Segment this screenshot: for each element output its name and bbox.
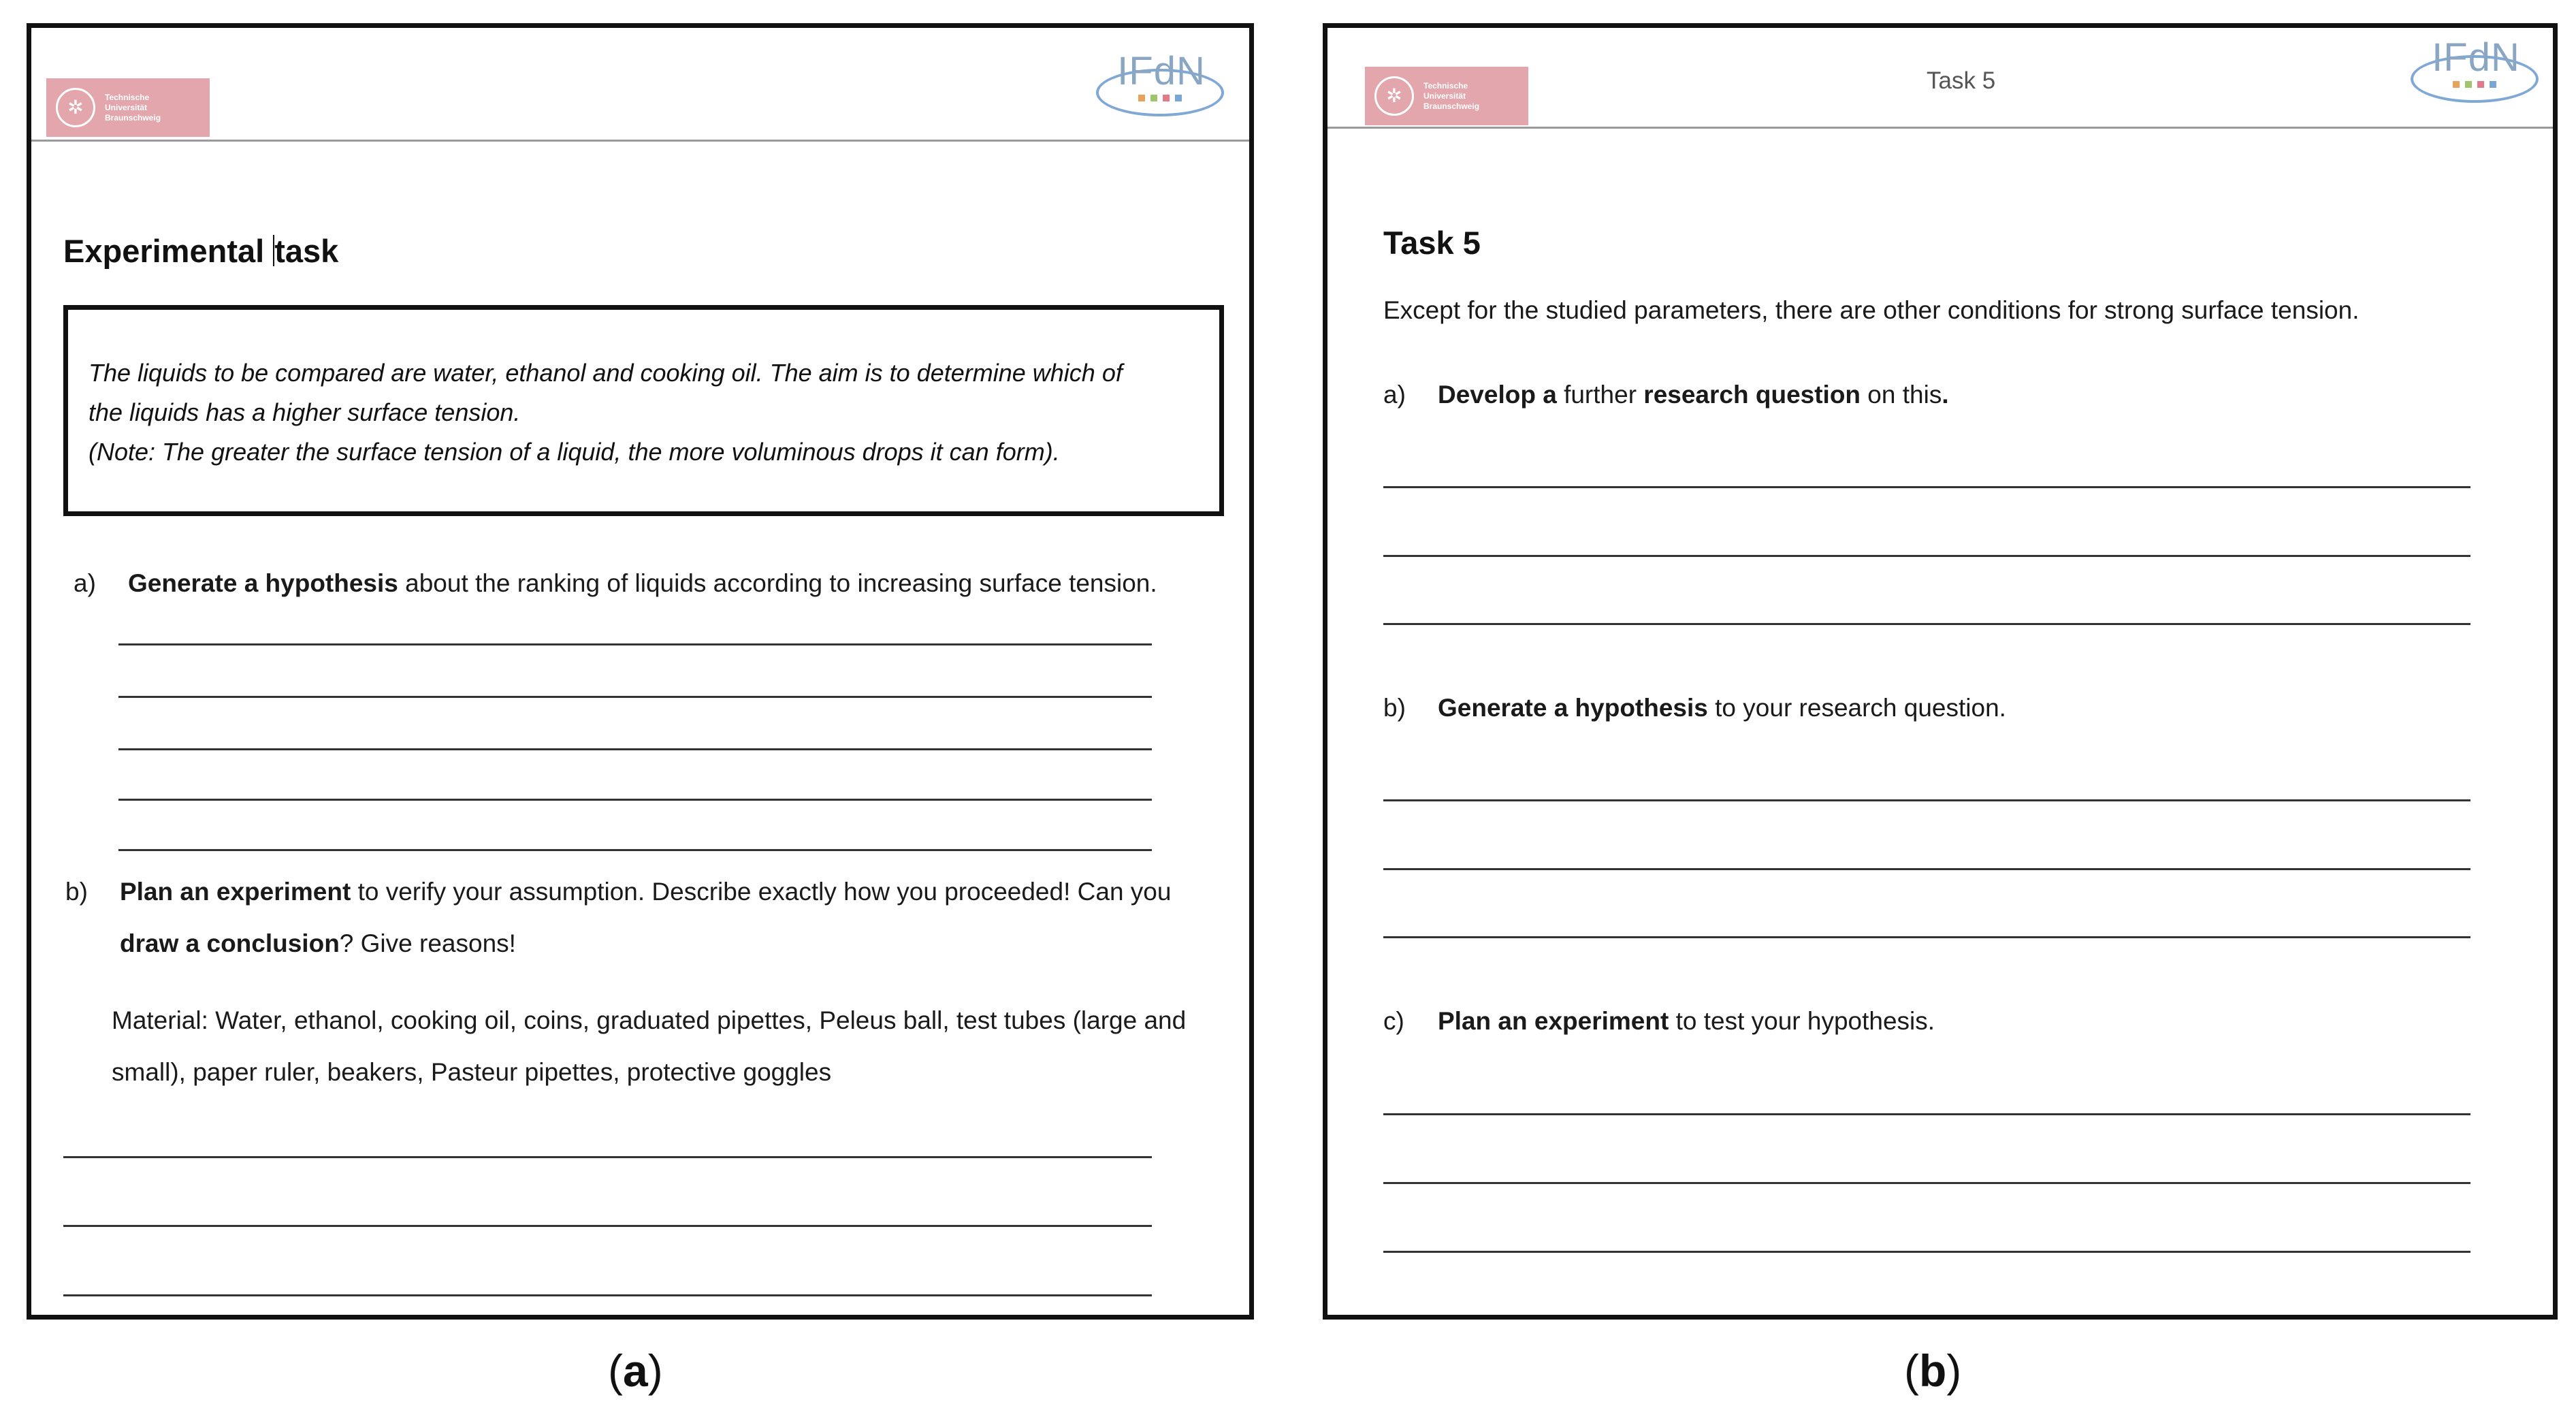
answer-line[interactable] (118, 643, 1152, 645)
answer-line[interactable] (1383, 1113, 2470, 1115)
question-a: a) Develop a further research question on this. (1383, 381, 1949, 409)
tu-braunschweig-logo (46, 78, 210, 137)
ifdn-logo (1093, 50, 1229, 121)
header-title: Task 5 (1927, 67, 1996, 94)
logo-text-line: Braunschweig (105, 112, 161, 123)
answer-line[interactable] (1383, 486, 2470, 488)
answer-line[interactable] (63, 1156, 1152, 1158)
answer-line[interactable] (1383, 623, 2470, 625)
page-title: Experimental task (63, 233, 339, 269)
logo-dots-icon (1138, 95, 1182, 101)
answer-line[interactable] (63, 1225, 1152, 1227)
question-b-continued: draw a conclusion? Give reasons! (120, 929, 516, 957)
question-b: b) Generate a hypothesis to your research question. (1383, 694, 2006, 722)
answer-line[interactable] (118, 799, 1152, 801)
answer-line[interactable] (1383, 1251, 2470, 1253)
answer-line[interactable] (1383, 799, 2470, 801)
answer-line[interactable] (1383, 555, 2470, 557)
caption-a: (a) (608, 1345, 663, 1396)
material-list-continued: small), paper ruler, beakers, Pasteur pipettes, protective goggles (112, 1058, 832, 1086)
logo-text-line: Technische (105, 92, 150, 102)
page-title: Task 5 (1383, 225, 1481, 261)
task-intro: Except for the studied parameters, there are other conditions for strong surface tension. (1383, 296, 2360, 324)
worksheet-task-5 (1323, 23, 2558, 1320)
logo-wordmark: IFdN (2432, 35, 2520, 80)
tu-braunschweig-logo (1365, 67, 1528, 125)
answer-line[interactable] (1383, 1182, 2470, 1184)
info-line: The liquids to be compared are water, ethanol and cooking oil. The aim is to determine which of (88, 359, 1123, 387)
header-divider (31, 140, 1249, 142)
caption-b: (b) (1904, 1345, 1962, 1396)
logo-text-line: Universität (1423, 91, 1466, 101)
logo-text-line: Braunschweig (1423, 101, 1480, 111)
answer-line[interactable] (118, 748, 1152, 750)
question-a: a) Generate a hypothesis about the ranking of liquids according to increasing surface tension. (74, 569, 1157, 597)
university-seal-icon: ✲ (56, 88, 95, 127)
logo-wordmark: IFdN (1117, 49, 1206, 93)
info-line: the liquids has a higher surface tension. (88, 398, 521, 426)
answer-line[interactable] (1383, 936, 2470, 938)
question-b: b) Plan an experiment to verify your assumption. Describe exactly how you proceeded! Can you (65, 878, 1172, 906)
answer-line[interactable] (118, 696, 1152, 698)
answer-line[interactable] (63, 1294, 1152, 1296)
university-seal-icon: ✲ (1374, 76, 1414, 116)
worksheet-experimental-task (27, 23, 1254, 1320)
task-description-box (63, 305, 1224, 516)
ifdn-logo (2408, 36, 2544, 108)
question-c: c) Plan an experiment to test your hypothesis. (1383, 1007, 1935, 1035)
answer-line[interactable] (118, 849, 1152, 851)
logo-text-line: Technische (1423, 80, 1468, 91)
logo-text-line: Universität (105, 102, 148, 112)
logo-dots-icon (2453, 81, 2496, 88)
header-divider (1327, 127, 2553, 129)
info-line: (Note: The greater the surface tension of a liquid, the more voluminous drops it can form). (88, 438, 1060, 466)
material-list: Material: Water, ethanol, cooking oil, coins, graduated pipettes, Peleus ball, test tubes (large and (112, 1006, 1187, 1034)
answer-line[interactable] (1383, 868, 2470, 870)
